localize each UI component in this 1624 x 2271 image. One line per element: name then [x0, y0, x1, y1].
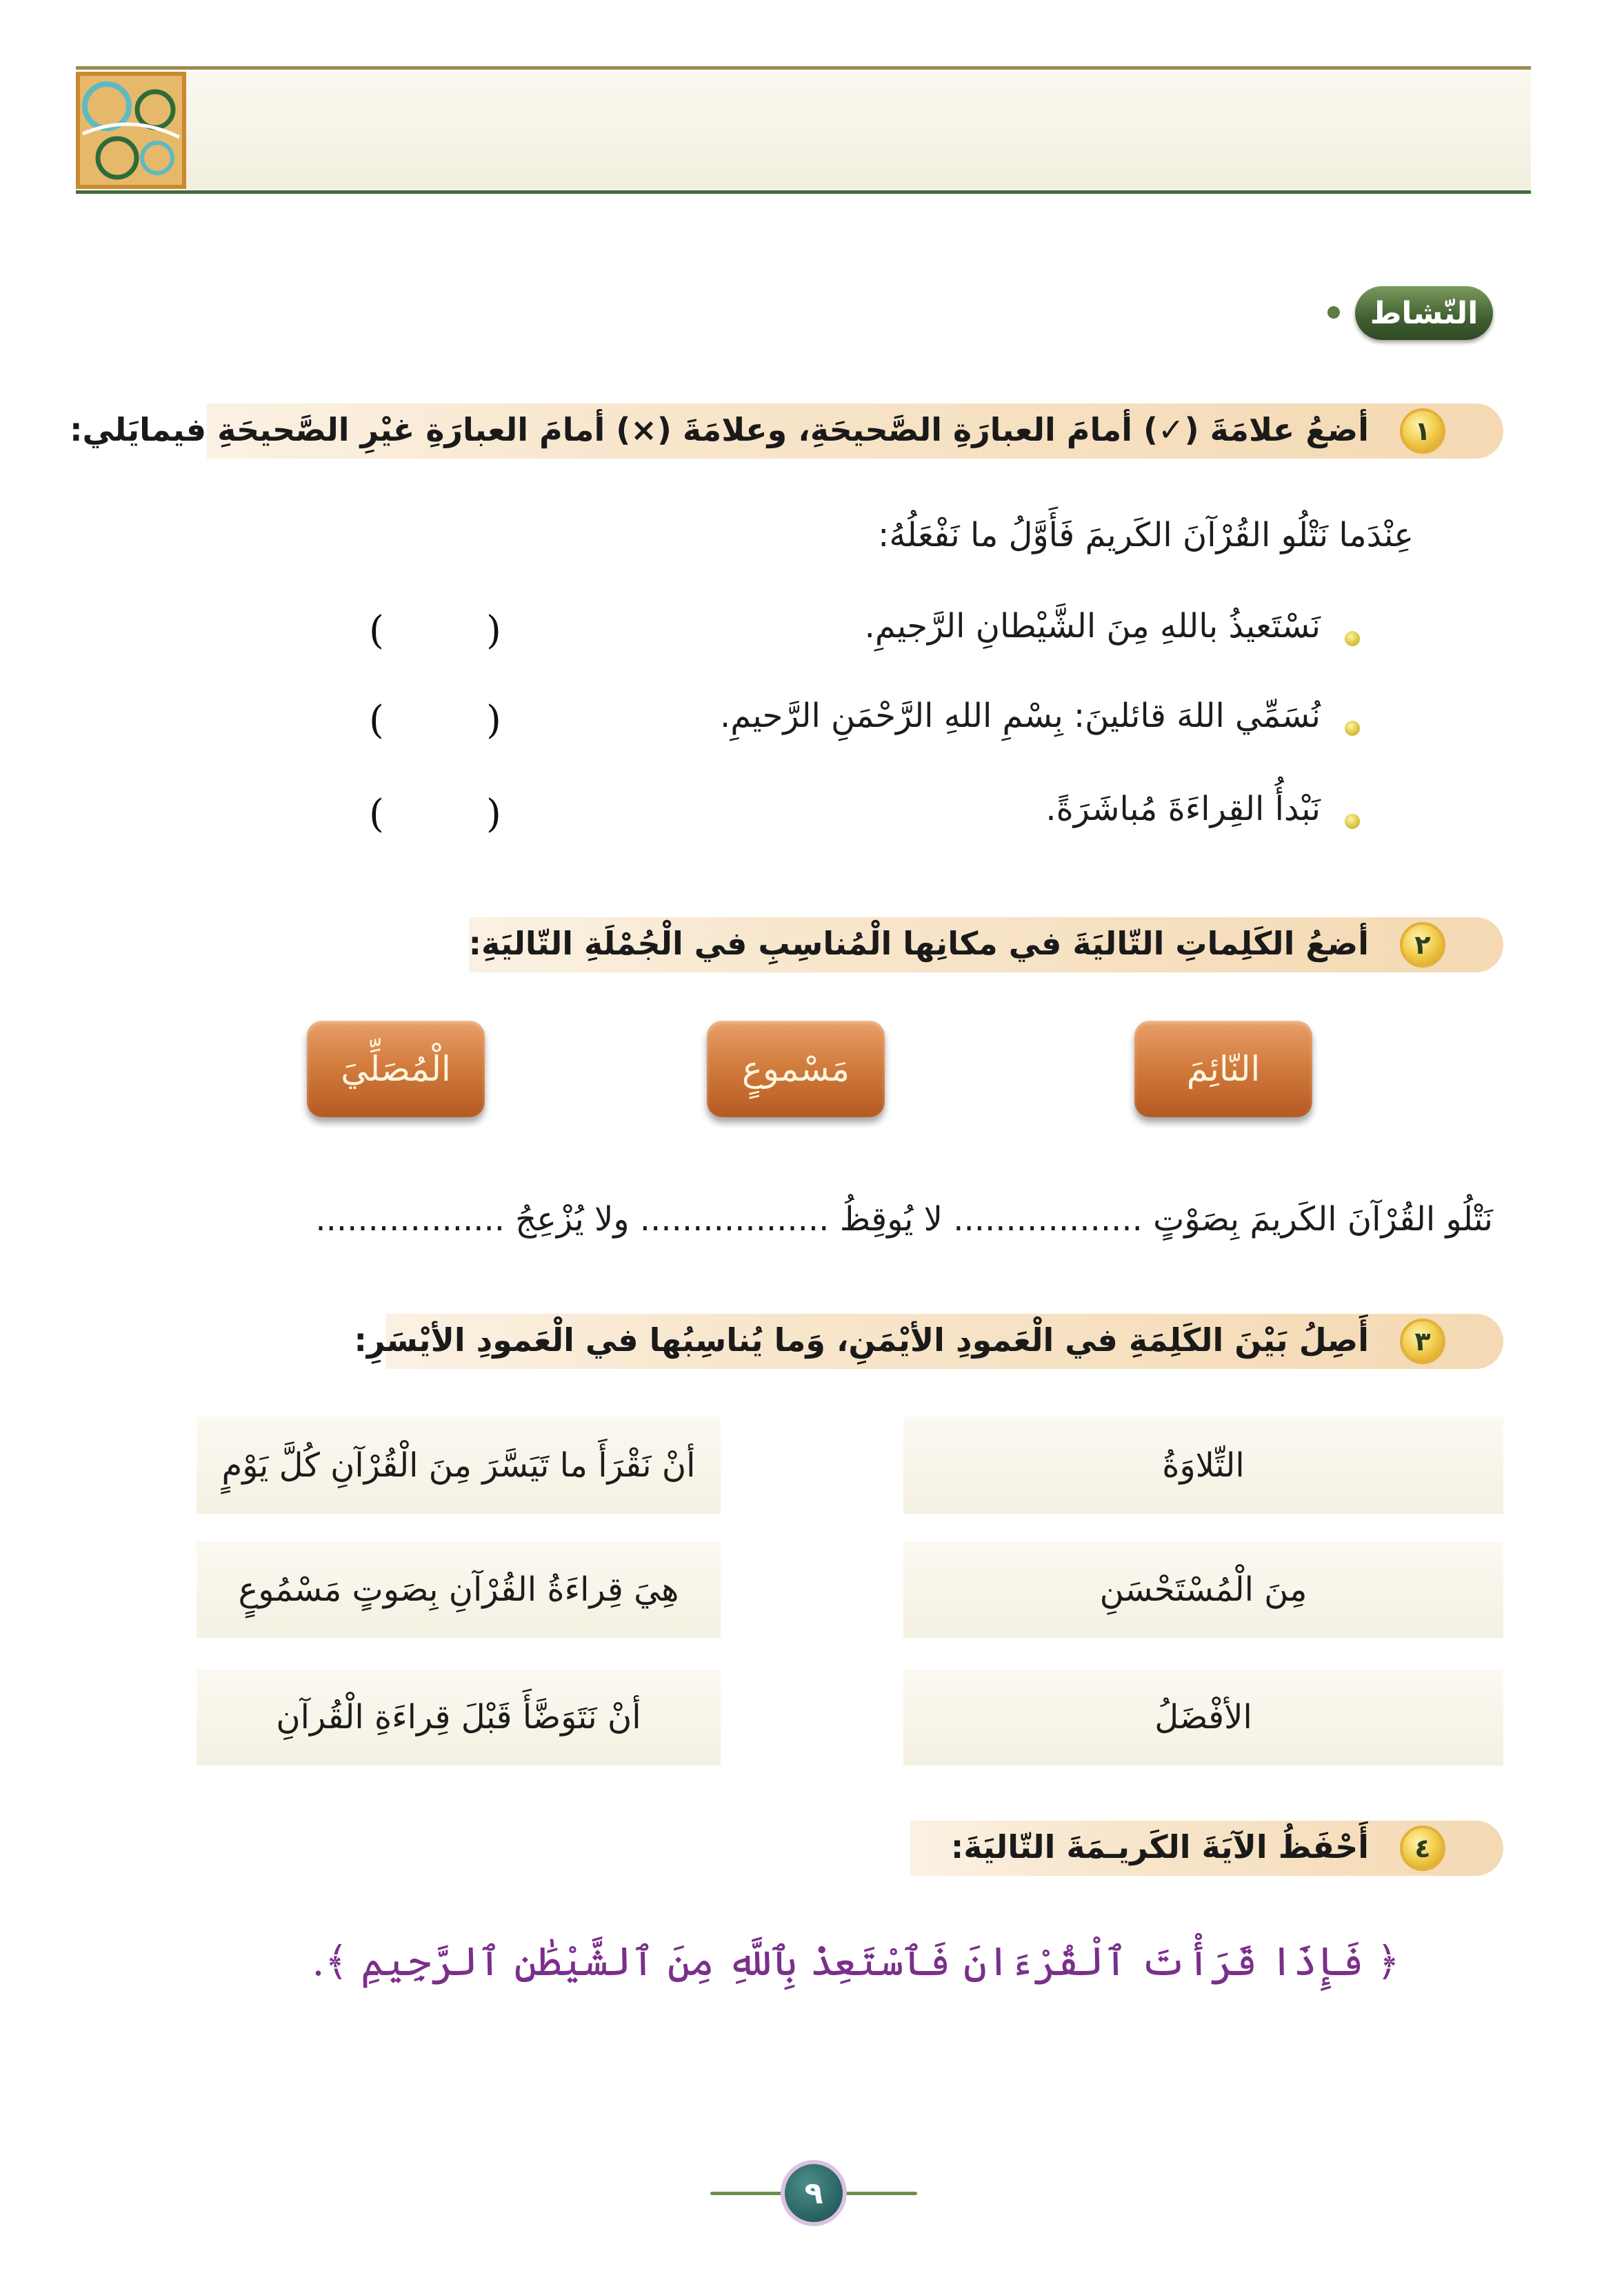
ornament-line-left	[710, 2192, 786, 2195]
ornament-line-right	[841, 2192, 917, 2195]
quran-verse: ﴿ فَإِذَا قَرَأْتَ ٱلْقُرْءَانَ فَٱسْتَعِذْ بِٱللَّهِ مِنَ ٱلشَّيْطَٰنِ ٱلرَّجِيمِ ﴾.	[312, 1938, 1400, 1985]
header-band	[76, 72, 1531, 189]
arabesque-ornament-icon	[76, 72, 186, 189]
activity-badge: النّشاط	[1355, 286, 1493, 340]
match-right-3[interactable]: الأفْضَلُ	[903, 1669, 1503, 1765]
bullet-icon	[1345, 721, 1360, 736]
word-card-audible[interactable]: مَسْموعٍ	[707, 1021, 885, 1117]
question-number-1: ١	[1400, 408, 1445, 454]
match-left-2[interactable]: هِيَ قِراءَةُ القُرْآنِ بِصَوتٍ مَسْمُوعٍ	[197, 1541, 721, 1638]
word-card-worshipper[interactable]: الْمُصَلِّيَ	[307, 1021, 485, 1117]
q1-lead-text: عِنْدَما نَتْلُو القُرْآنَ الكَريمَ فَأَوَّلُ ما نَفْعَلُهُ:	[878, 516, 1414, 554]
question-2-title: أضعُ الكَلِماتِ التّاليَةَ في مكانِها الْمُناسِبِ في الْجُمْلَةِ التّاليَةِ:	[468, 925, 1369, 962]
header-top-rule	[76, 66, 1531, 70]
answer-paren-open: (	[486, 608, 501, 653]
badge-dot	[1327, 306, 1340, 319]
answer-paren-open: (	[486, 792, 501, 837]
question-4-title: أَحْفَظُ الآيَةَ الكَريـمَةَ التّاليَةَ:	[950, 1828, 1369, 1865]
answer-paren-close: )	[369, 792, 384, 837]
page-number: ٩	[781, 2160, 847, 2226]
question-3-title: أَصِلُ بَيْنَ الكَلِمَةِ في الْعَمودِ الأيْمَنِ، وَما يُناسِبُها في الْعَمودِ الأيْسَرِ:	[354, 1321, 1369, 1359]
answer-paren-open: (	[486, 698, 501, 743]
bullet-icon	[1345, 814, 1360, 829]
header-bottom-rule	[76, 190, 1531, 194]
q1-statement-2: نُسَمِّي اللهَ قائلينَ: بِسْمِ اللهِ الرَّحْمَنِ الرَّحيمِ.	[719, 697, 1321, 735]
match-left-3[interactable]: أنْ نَتَوَضَّأَ قَبْلَ قِراءَةِ الْقُرآنِ	[197, 1669, 721, 1765]
answer-paren-close: )	[369, 698, 384, 743]
q1-statement-3: نَبْدأُ القِراءَةَ مُباشَرَةً.	[1045, 790, 1321, 828]
match-right-1[interactable]: التِّلاوَةُ	[903, 1417, 1503, 1514]
match-left-1[interactable]: أنْ نَقْرَأَ ما تَيَسَّرَ مِنَ الْقُرْآنِ كُلَّ يَوْمٍ	[197, 1417, 721, 1514]
match-right-2[interactable]: مِنَ الْمُسْتَحْسَنِ	[903, 1541, 1503, 1638]
q2-fill-sentence: نَتْلُو القُرْآنَ الكَريمَ بِصَوْتٍ .................. لا يُوقِظُ .................. ولا يُزْعِجُ ..................	[315, 1200, 1493, 1239]
question-number-3: ٣	[1400, 1319, 1445, 1364]
page-number-ornament	[710, 2159, 917, 2228]
question-number-2: ٢	[1400, 922, 1445, 968]
word-card-sleeper[interactable]: النّائِمَ	[1134, 1021, 1312, 1117]
bullet-icon	[1345, 631, 1360, 646]
q1-statement-1: نَسْتَعيذُ باللهِ مِنَ الشَّيْطانِ الرَّجيمِ.	[864, 607, 1321, 646]
answer-paren-close: )	[369, 608, 384, 653]
question-1-title: أضعُ علامَةَ (✓) أمامَ العبارَةِ الصَّحيحَةِ، وعلامَةَ (×) أمامَ العبارَةِ غيْرِ الصَّحيحَةِ فيمايَلي:	[70, 411, 1369, 448]
question-number-4: ٤	[1400, 1825, 1445, 1871]
